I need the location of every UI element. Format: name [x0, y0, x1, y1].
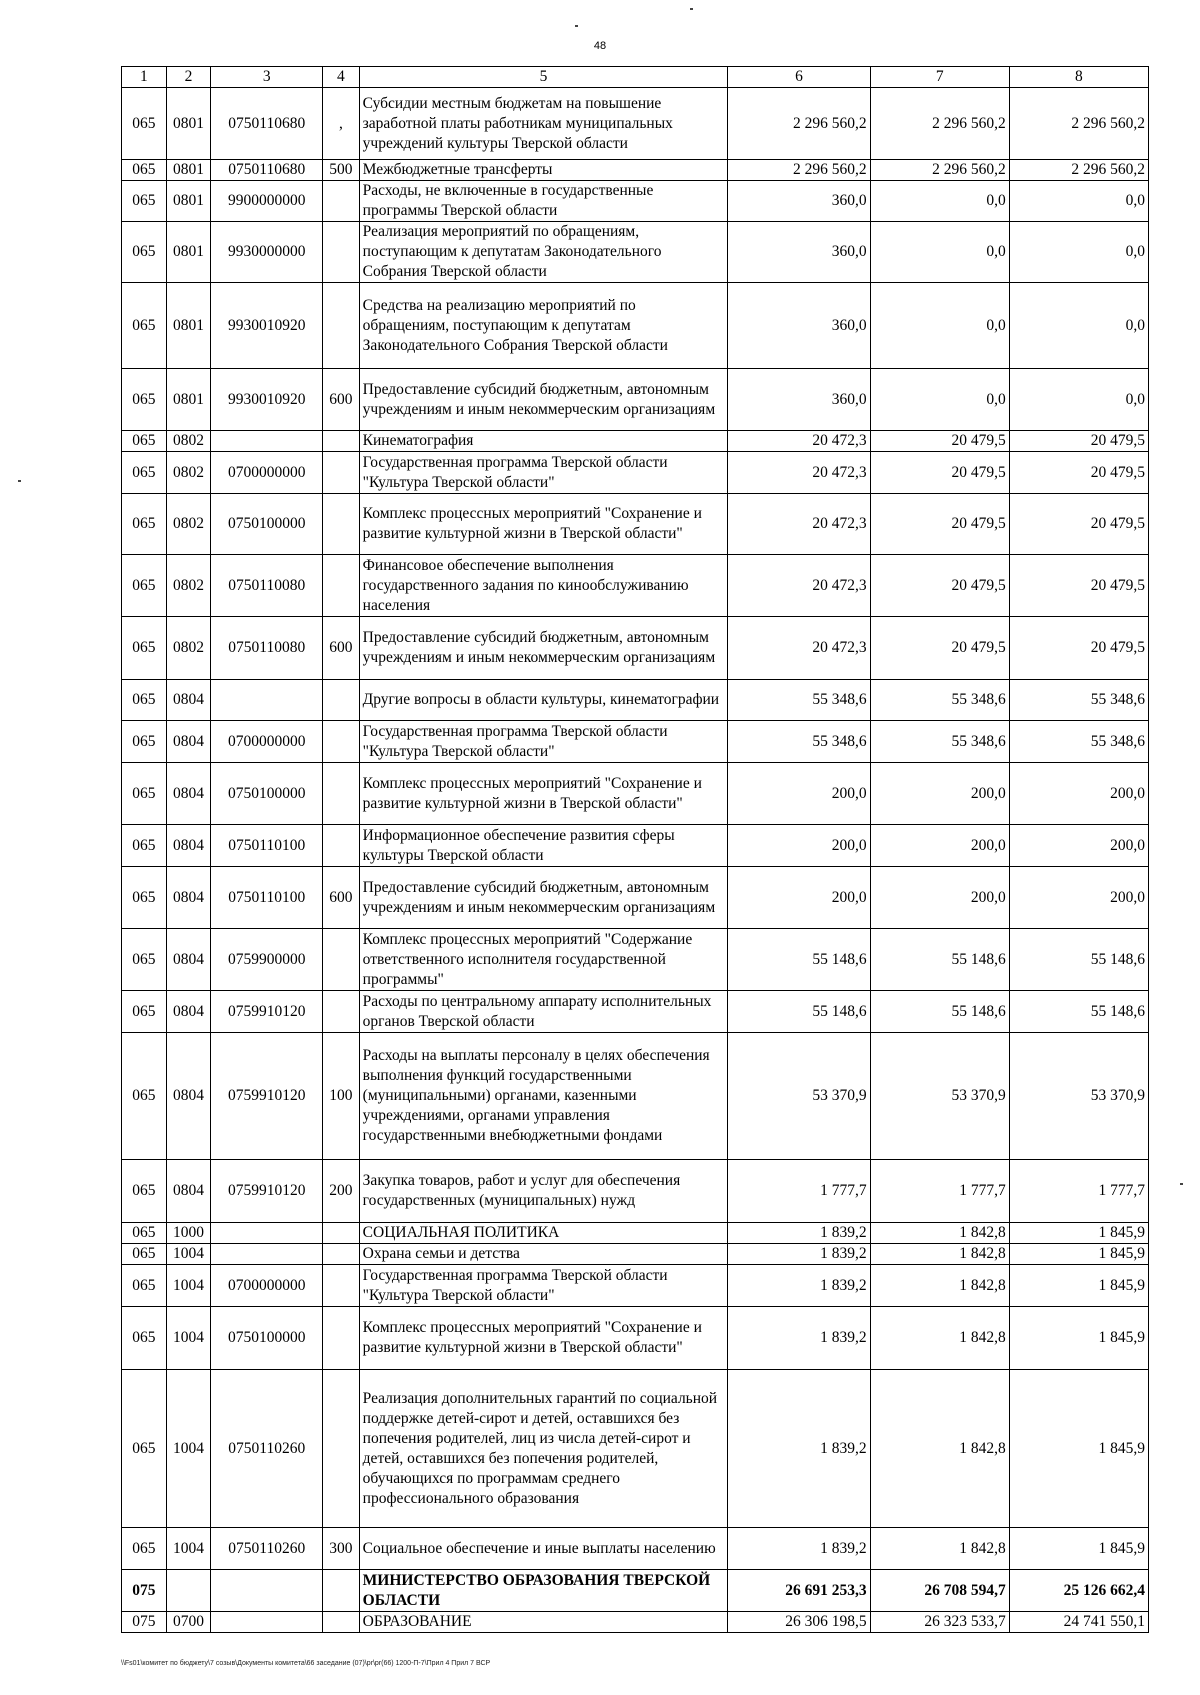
cell-amount-6: 20 472,3: [728, 617, 870, 680]
cell-amount-6: 55 348,6: [728, 721, 870, 763]
scan-speck: [690, 8, 693, 10]
cell-expense-type: 300: [323, 1528, 360, 1570]
cell-section-code: [166, 1570, 211, 1612]
cell-admin-code: 065: [122, 555, 167, 617]
cell-amount-6: 55 348,6: [728, 680, 870, 721]
cell-expense-type: 600: [323, 369, 360, 431]
cell-admin-code: 065: [122, 617, 167, 680]
cell-amount-8: 20 479,5: [1009, 431, 1148, 452]
cell-amount-6: 200,0: [728, 763, 870, 825]
cell-amount-7: 1 777,7: [870, 1160, 1009, 1223]
cell-section-code: 0802: [166, 431, 211, 452]
cell-admin-code: 065: [122, 1223, 167, 1244]
cell-target-code: 0750100000: [211, 763, 323, 825]
cell-amount-8: 0,0: [1009, 222, 1148, 283]
cell-amount-6: 26 306 198,5: [728, 1612, 870, 1633]
cell-target-code: 0750110260: [211, 1528, 323, 1570]
cell-target-code: [211, 1244, 323, 1265]
cell-expense-type: [323, 431, 360, 452]
cell-amount-7: 0,0: [870, 283, 1009, 369]
cell-expense-type: [323, 181, 360, 222]
cell-amount-8: 20 479,5: [1009, 452, 1148, 494]
column-header-3: 3: [211, 67, 323, 88]
table-row: [122, 452, 1149, 494]
cell-admin-code: 075: [122, 1612, 167, 1633]
cell-description: Предоставление субсидий бюджетным, автономным учреждениям и иным некоммерческим организациям: [359, 617, 728, 680]
cell-amount-7: 55 348,6: [870, 721, 1009, 763]
cell-description: Субсидии местным бюджетам на повышение заработной платы работникам муниципальных учреждений культуры Тверской области: [359, 88, 728, 160]
cell-admin-code: 065: [122, 160, 167, 181]
cell-target-code: 9900000000: [211, 181, 323, 222]
table-row: [122, 617, 1149, 680]
cell-section-code: 0804: [166, 929, 211, 991]
cell-expense-type: [323, 763, 360, 825]
cell-section-code: 0801: [166, 283, 211, 369]
cell-section-code: 0801: [166, 160, 211, 181]
cell-target-code: [211, 1612, 323, 1633]
cell-amount-8: 1 845,9: [1009, 1370, 1148, 1528]
cell-amount-6: 360,0: [728, 181, 870, 222]
cell-admin-code: 065: [122, 88, 167, 160]
cell-amount-6: 200,0: [728, 825, 870, 867]
cell-target-code: 0750110080: [211, 617, 323, 680]
table-row: [122, 1612, 1149, 1633]
scan-speck: [575, 25, 578, 27]
cell-amount-6: 20 472,3: [728, 431, 870, 452]
cell-amount-7: 20 479,5: [870, 431, 1009, 452]
cell-amount-8: 55 148,6: [1009, 991, 1148, 1033]
cell-amount-8: 1 777,7: [1009, 1160, 1148, 1223]
cell-expense-type: [323, 222, 360, 283]
cell-expense-type: [323, 1370, 360, 1528]
cell-description: Государственная программа Тверской области "Культура Тверской области": [359, 452, 728, 494]
table-row: [122, 1528, 1149, 1570]
cell-expense-type: [323, 494, 360, 555]
cell-amount-8: 25 126 662,4: [1009, 1570, 1148, 1612]
cell-amount-7: 1 842,8: [870, 1307, 1009, 1370]
cell-admin-code: 065: [122, 680, 167, 721]
cell-description: Информационное обеспечение развития сферы культуры Тверской области: [359, 825, 728, 867]
cell-target-code: 0700000000: [211, 452, 323, 494]
cell-description: Расходы, не включенные в государственные программы Тверской области: [359, 181, 728, 222]
cell-target-code: 0759910120: [211, 1160, 323, 1223]
cell-amount-6: 2 296 560,2: [728, 88, 870, 160]
cell-description: Средства на реализацию мероприятий по обращениям, поступающим к депутатам Законодательного Собрания Тверской области: [359, 283, 728, 369]
cell-admin-code: 065: [122, 867, 167, 929]
cell-admin-code: 065: [122, 1265, 167, 1307]
cell-admin-code: 065: [122, 763, 167, 825]
cell-admin-code: 065: [122, 369, 167, 431]
cell-section-code: 1004: [166, 1370, 211, 1528]
cell-section-code: 0801: [166, 222, 211, 283]
cell-expense-type: 600: [323, 617, 360, 680]
table-row: [122, 1370, 1149, 1528]
cell-amount-7: 55 148,6: [870, 991, 1009, 1033]
table-row: [122, 1265, 1149, 1307]
cell-section-code: 0804: [166, 763, 211, 825]
cell-expense-type: [323, 452, 360, 494]
table-row: [122, 283, 1149, 369]
cell-admin-code: 065: [122, 991, 167, 1033]
cell-target-code: [211, 680, 323, 721]
column-header-6: 6: [728, 67, 870, 88]
cell-section-code: 0802: [166, 555, 211, 617]
cell-amount-7: 0,0: [870, 222, 1009, 283]
cell-description: Государственная программа Тверской области "Культура Тверской области": [359, 721, 728, 763]
cell-admin-code: 065: [122, 721, 167, 763]
column-header-8: 8: [1009, 67, 1148, 88]
cell-expense-type: [323, 283, 360, 369]
cell-amount-8: 200,0: [1009, 825, 1148, 867]
cell-amount-7: 200,0: [870, 867, 1009, 929]
table-row: [122, 867, 1149, 929]
cell-amount-7: 2 296 560,2: [870, 88, 1009, 160]
cell-expense-type: 600: [323, 867, 360, 929]
cell-description: Предоставление субсидий бюджетным, автономным учреждениям и иным некоммерческим организациям: [359, 867, 728, 929]
cell-description: Финансовое обеспечение выполнения государственного задания по кинообслуживанию населения: [359, 555, 728, 617]
cell-amount-7: 1 842,8: [870, 1528, 1009, 1570]
cell-amount-8: 20 479,5: [1009, 617, 1148, 680]
cell-expense-type: 100: [323, 1033, 360, 1160]
cell-amount-8: 0,0: [1009, 181, 1148, 222]
cell-amount-7: 1 842,8: [870, 1244, 1009, 1265]
cell-amount-6: 26 691 253,3: [728, 1570, 870, 1612]
cell-section-code: 0804: [166, 1033, 211, 1160]
cell-description: Комплекс процессных мероприятий "Сохранение и развитие культурной жизни в Тверской области": [359, 763, 728, 825]
cell-target-code: 0759910120: [211, 1033, 323, 1160]
cell-amount-7: 20 479,5: [870, 555, 1009, 617]
cell-amount-7: 26 323 533,7: [870, 1612, 1009, 1633]
table-row: [122, 1033, 1149, 1160]
cell-amount-8: 1 845,9: [1009, 1528, 1148, 1570]
cell-admin-code: 065: [122, 929, 167, 991]
cell-section-code: 0804: [166, 721, 211, 763]
cell-admin-code: 065: [122, 825, 167, 867]
cell-amount-6: 20 472,3: [728, 555, 870, 617]
cell-amount-8: 1 845,9: [1009, 1223, 1148, 1244]
cell-expense-type: ,: [323, 88, 360, 160]
cell-admin-code: 065: [122, 222, 167, 283]
cell-amount-8: 0,0: [1009, 283, 1148, 369]
cell-amount-7: 20 479,5: [870, 494, 1009, 555]
cell-admin-code: 065: [122, 1528, 167, 1570]
cell-section-code: 1004: [166, 1244, 211, 1265]
cell-amount-7: 2 296 560,2: [870, 160, 1009, 181]
cell-expense-type: [323, 825, 360, 867]
cell-amount-8: 55 348,6: [1009, 680, 1148, 721]
cell-description: Реализация дополнительных гарантий по социальной поддержке детей-сирот и детей, оставшихся без попечения родителей, лиц из числа детей-сирот и детей, оставшихся без попечения родителей, обучающихся по программам среднего профессионального образования: [359, 1370, 728, 1528]
cell-target-code: [211, 1223, 323, 1244]
cell-target-code: 9930000000: [211, 222, 323, 283]
table-row: [122, 929, 1149, 991]
cell-amount-7: 0,0: [870, 369, 1009, 431]
cell-expense-type: [323, 680, 360, 721]
cell-amount-6: 2 296 560,2: [728, 160, 870, 181]
cell-target-code: 0759910120: [211, 991, 323, 1033]
cell-amount-6: 1 839,2: [728, 1223, 870, 1244]
cell-expense-type: [323, 1570, 360, 1612]
column-header-1: 1: [122, 67, 167, 88]
cell-expense-type: [323, 555, 360, 617]
cell-target-code: [211, 431, 323, 452]
cell-amount-8: 1 845,9: [1009, 1307, 1148, 1370]
table-row: [122, 680, 1149, 721]
cell-amount-8: 200,0: [1009, 867, 1148, 929]
cell-amount-8: 2 296 560,2: [1009, 88, 1148, 160]
cell-amount-8: 1 845,9: [1009, 1265, 1148, 1307]
cell-expense-type: [323, 991, 360, 1033]
cell-description: МИНИСТЕРСТВО ОБРАЗОВАНИЯ ТВЕРСКОЙ ОБЛАСТИ: [359, 1570, 728, 1612]
table-row: [122, 721, 1149, 763]
cell-admin-code: 065: [122, 1033, 167, 1160]
cell-amount-6: 360,0: [728, 283, 870, 369]
footer-file-path: \\Fs01\комитет по бюджету\7 созыв\Документы комитета\66 заседание (07)\pr\pr(66) 1200-П-7\Прил 4 Прил 7 ВСР: [121, 1660, 491, 1667]
scan-speck: [18, 480, 21, 482]
table-row: [122, 1223, 1149, 1244]
cell-amount-6: 360,0: [728, 369, 870, 431]
column-header-5: 5: [359, 67, 728, 88]
table-row: [122, 160, 1149, 181]
cell-admin-code: 065: [122, 1244, 167, 1265]
table-row: [122, 1307, 1149, 1370]
cell-target-code: 9930010920: [211, 369, 323, 431]
cell-amount-8: 0,0: [1009, 369, 1148, 431]
cell-description: Другие вопросы в области культуры, кинематографии: [359, 680, 728, 721]
cell-amount-7: 26 708 594,7: [870, 1570, 1009, 1612]
cell-amount-6: 55 148,6: [728, 929, 870, 991]
cell-amount-8: 53 370,9: [1009, 1033, 1148, 1160]
cell-target-code: 0750110100: [211, 867, 323, 929]
cell-section-code: 0801: [166, 181, 211, 222]
cell-amount-8: 24 741 550,1: [1009, 1612, 1148, 1633]
cell-amount-7: 20 479,5: [870, 617, 1009, 680]
cell-amount-6: 1 839,2: [728, 1265, 870, 1307]
cell-target-code: 0750110260: [211, 1370, 323, 1528]
cell-amount-6: 55 148,6: [728, 991, 870, 1033]
cell-description: Комплекс процессных мероприятий "Сохранение и развитие культурной жизни в Тверской области": [359, 494, 728, 555]
cell-description: Реализация мероприятий по обращениям, поступающим к депутатам Законодательного Собрания Тверской области: [359, 222, 728, 283]
cell-expense-type: [323, 1612, 360, 1633]
cell-description: Социальное обеспечение и иные выплаты населению: [359, 1528, 728, 1570]
column-number-row: [122, 67, 1149, 88]
cell-amount-8: 2 296 560,2: [1009, 160, 1148, 181]
cell-description: Предоставление субсидий бюджетным, автономным учреждениям и иным некоммерческим организациям: [359, 369, 728, 431]
cell-amount-6: 360,0: [728, 222, 870, 283]
cell-target-code: 0700000000: [211, 721, 323, 763]
cell-target-code: 0750110680: [211, 160, 323, 181]
cell-amount-7: 1 842,8: [870, 1223, 1009, 1244]
table-row: [122, 88, 1149, 160]
cell-section-code: 0804: [166, 825, 211, 867]
cell-description: Кинематография: [359, 431, 728, 452]
cell-amount-7: 55 348,6: [870, 680, 1009, 721]
cell-amount-7: 1 842,8: [870, 1370, 1009, 1528]
cell-amount-6: 20 472,3: [728, 494, 870, 555]
cell-amount-6: 1 777,7: [728, 1160, 870, 1223]
cell-amount-7: 200,0: [870, 825, 1009, 867]
cell-description: Охрана семьи и детства: [359, 1244, 728, 1265]
scan-speck: [1180, 1183, 1183, 1185]
cell-section-code: 1000: [166, 1223, 211, 1244]
budget-table: [121, 66, 1149, 1633]
column-header-7: 7: [870, 67, 1009, 88]
cell-amount-7: 53 370,9: [870, 1033, 1009, 1160]
cell-target-code: 0700000000: [211, 1265, 323, 1307]
page-number: 48: [593, 40, 607, 52]
cell-expense-type: [323, 1265, 360, 1307]
cell-admin-code: 065: [122, 431, 167, 452]
cell-section-code: 0802: [166, 617, 211, 680]
cell-admin-code: 065: [122, 181, 167, 222]
cell-amount-6: 1 839,2: [728, 1244, 870, 1265]
table-row: [122, 991, 1149, 1033]
column-header-4: 4: [323, 67, 360, 88]
cell-section-code: 0801: [166, 369, 211, 431]
cell-target-code: 0750100000: [211, 1307, 323, 1370]
cell-amount-8: 1 845,9: [1009, 1244, 1148, 1265]
cell-description: ОБРАЗОВАНИЕ: [359, 1612, 728, 1633]
cell-section-code: 1004: [166, 1307, 211, 1370]
cell-amount-7: 1 842,8: [870, 1265, 1009, 1307]
cell-section-code: 0700: [166, 1612, 211, 1633]
cell-amount-6: 200,0: [728, 867, 870, 929]
cell-section-code: 0804: [166, 867, 211, 929]
table-row: [122, 1244, 1149, 1265]
cell-amount-7: 55 148,6: [870, 929, 1009, 991]
cell-description: Государственная программа Тверской области "Культура Тверской области": [359, 1265, 728, 1307]
table-row: [122, 431, 1149, 452]
cell-amount-6: 20 472,3: [728, 452, 870, 494]
cell-amount-8: 55 348,6: [1009, 721, 1148, 763]
cell-amount-7: 0,0: [870, 181, 1009, 222]
table-row: [122, 181, 1149, 222]
cell-section-code: 0804: [166, 991, 211, 1033]
table-row: [122, 763, 1149, 825]
cell-description: Расходы на выплаты персоналу в целях обеспечения выполнения функций государственными (муниципальными) органами, казенными учреждениями, органами управления государственными внебюджетными фондами: [359, 1033, 728, 1160]
cell-admin-code: 065: [122, 452, 167, 494]
cell-amount-6: 1 839,2: [728, 1370, 870, 1528]
cell-target-code: [211, 1570, 323, 1612]
cell-admin-code: 065: [122, 1307, 167, 1370]
cell-admin-code: 065: [122, 1370, 167, 1528]
cell-admin-code: 065: [122, 494, 167, 555]
cell-description: Комплекс процессных мероприятий "Сохранение и развитие культурной жизни в Тверской области": [359, 1307, 728, 1370]
cell-amount-8: 20 479,5: [1009, 494, 1148, 555]
cell-description: Комплекс процессных мероприятий "Содержание ответственного исполнителя государственной программы": [359, 929, 728, 991]
cell-expense-type: 500: [323, 160, 360, 181]
cell-amount-8: 55 148,6: [1009, 929, 1148, 991]
cell-amount-6: 1 839,2: [728, 1528, 870, 1570]
cell-section-code: 0801: [166, 88, 211, 160]
cell-amount-6: 53 370,9: [728, 1033, 870, 1160]
table-row: [122, 1570, 1149, 1612]
table-body: [122, 88, 1149, 1633]
cell-description: Расходы по центральному аппарату исполнительных органов Тверской области: [359, 991, 728, 1033]
table-row: [122, 369, 1149, 431]
cell-expense-type: [323, 1244, 360, 1265]
cell-target-code: 9930010920: [211, 283, 323, 369]
cell-admin-code: 065: [122, 283, 167, 369]
cell-description: Межбюджетные трансферты: [359, 160, 728, 181]
cell-description: Закупка товаров, работ и услуг для обеспечения государственных (муниципальных) нужд: [359, 1160, 728, 1223]
cell-section-code: 0804: [166, 1160, 211, 1223]
cell-section-code: 0802: [166, 494, 211, 555]
cell-target-code: 0750100000: [211, 494, 323, 555]
table-row: [122, 1160, 1149, 1223]
cell-amount-7: 200,0: [870, 763, 1009, 825]
column-header-2: 2: [166, 67, 211, 88]
cell-amount-6: 1 839,2: [728, 1307, 870, 1370]
cell-expense-type: [323, 1307, 360, 1370]
cell-amount-7: 20 479,5: [870, 452, 1009, 494]
cell-description: СОЦИАЛЬНАЯ ПОЛИТИКА: [359, 1223, 728, 1244]
cell-section-code: 0804: [166, 680, 211, 721]
table-row: [122, 555, 1149, 617]
cell-admin-code: 075: [122, 1570, 167, 1612]
cell-target-code: 0750110080: [211, 555, 323, 617]
cell-section-code: 0802: [166, 452, 211, 494]
cell-admin-code: 065: [122, 1160, 167, 1223]
cell-section-code: 1004: [166, 1528, 211, 1570]
table-row: [122, 222, 1149, 283]
cell-expense-type: [323, 929, 360, 991]
table-row: [122, 825, 1149, 867]
cell-expense-type: [323, 1223, 360, 1244]
cell-amount-8: 200,0: [1009, 763, 1148, 825]
table-row: [122, 494, 1149, 555]
cell-amount-8: 20 479,5: [1009, 555, 1148, 617]
cell-expense-type: [323, 721, 360, 763]
cell-section-code: 1004: [166, 1265, 211, 1307]
cell-target-code: 0750110680: [211, 88, 323, 160]
cell-expense-type: 200: [323, 1160, 360, 1223]
cell-target-code: 0750110100: [211, 825, 323, 867]
cell-target-code: 0759900000: [211, 929, 323, 991]
